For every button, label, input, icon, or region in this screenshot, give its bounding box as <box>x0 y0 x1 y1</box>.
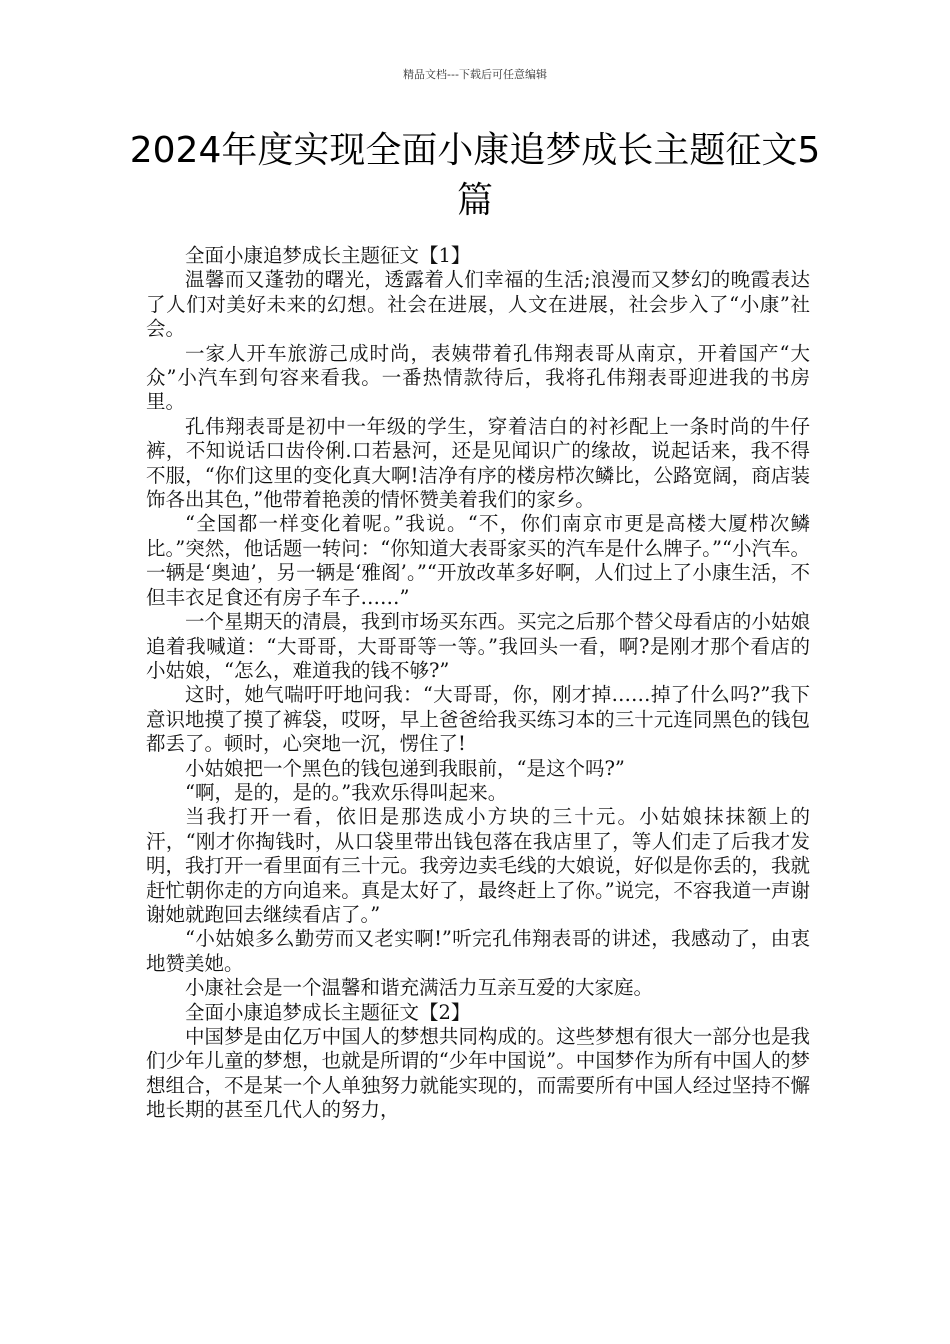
paragraph: 孔伟翔表哥是初中一年级的学生，穿着洁白的衬衫配上一条时尚的牛仔裤，不知说话口齿伶俐.口若悬河，还是见闻识广的缘故，说起话来，我不得不服，“你们这里的变化真大啊!洁净有序的楼房栉次鳞比，公路宽阔，商店装饰各出其色，”他带着艳羡的情怀赞美着我们的家乡。 <box>146 414 810 512</box>
document-body <box>146 244 810 1123</box>
paragraph: “啊，是的，是的。”我欢乐得叫起来。 <box>185 780 508 804</box>
paragraph: 小姑娘把一个黑色的钱包递到我眼前，“是这个吗?” <box>185 756 625 780</box>
paragraph: 一家人开车旅游己成时尚，表姨带着孔伟翔表哥从南京，开着国产“大众”小汽车到句容来看我。一番热情款待后，我将孔伟翔表哥迎进我的书房里。 <box>146 341 810 414</box>
header-note: 精品文档---下载后可任意编辑 <box>403 68 547 81</box>
paragraph: 小康社会是一个温馨和谐充满活力互亲互爱的大家庭。 <box>185 976 654 1000</box>
section-heading-1: 全面小康追梦成长主题征文【1】 <box>185 244 471 267</box>
paragraph: 一个星期天的清晨，我到市场买东西。买完之后那个替父母看店的小姑娘追着我喊道：“大哥哥，大哥哥等一等。”我回头一看，啊?是刚才那个看店的小姑娘，“怎么，难道我的钱不够?” <box>146 610 810 682</box>
section-heading-2: 全面小康追梦成长主题征文【2】 <box>185 1000 471 1024</box>
paragraph: 当我打开一看，依旧是那迭成小方块的三十元。小姑娘抹抹额上的汗，“刚才你掏钱时，从口袋里带出钱包落在我店里了，等人们走了后我才发明，我打开一看里面有三十元。我旁边卖毛线的大娘说，好似是你丢的，我就赶忙朝你走的方向追来。真是太好了，最终赶上了你。”说完，不容我道一声谢谢她就跑回去继续看店了。” <box>146 805 810 926</box>
paragraph: 这时，她气喘吁吁地问我：“大哥哥，你，刚才掉……掉了什么吗?”我下意识地摸了摸了裤袋，哎呀，早上爸爸给我买练习本的三十元连同黑色的钱包都丢了。顿时，心突地一沉，愣住了! <box>146 683 810 756</box>
document-title: 2024年度实现全面小康追梦成长主题征文5篇 <box>129 130 821 221</box>
paragraph: “全国都一样变化着呢。”我说。“不，你们南京市更是高楼大厦栉次鳞比。”突然，他话题一转问：“你知道大表哥家买的汽车是什么牌子。”“小汽车。一辆是‘奥迪’，另一辆是‘雅阁’。”“开放改革多好啊，人们过上了小康生活，不但丰衣足食还有房子车子……” <box>146 512 810 609</box>
paragraph: 温馨而又蓬勃的曙光，透露着人们幸福的生活;浪漫而又梦幻的晚霞表达了人们对美好未来的幻想。社会在进展，人文在进展，社会步入了“小康”社会。 <box>146 268 810 341</box>
paragraph: 中国梦是由亿万中国人的梦想共同构成的。这些梦想有很大一部分也是我们少年儿童的梦想，也就是所谓的“少年中国说”。中国梦作为所有中国人的梦想组合，不是某一个人单独努力就能实现的，而需要所有中国人经过坚持不懈地长期的甚至几代人的努力， <box>146 1025 810 1122</box>
paragraph: “小姑娘多么勤劳而又老实啊!”听完孔伟翔表哥的讲述，我感动了，由衷地赞美她。 <box>146 927 810 975</box>
